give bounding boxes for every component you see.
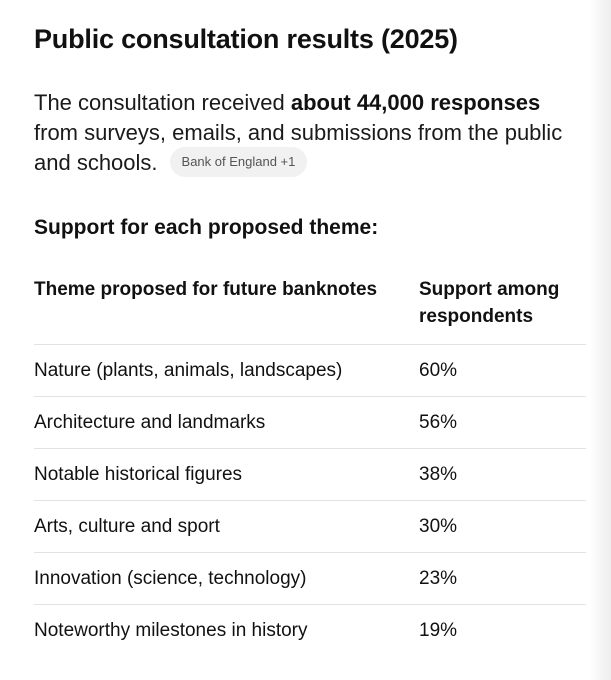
table-row (34, 553, 586, 605)
table-row (34, 345, 586, 397)
column-header-theme: Theme proposed for future banknotes (34, 270, 419, 345)
theme-cell: Arts, culture and sport (34, 501, 419, 553)
table-row (34, 449, 586, 501)
theme-cell: Noteworthy milestones in history (34, 620, 308, 641)
theme-cell: Innovation (science, technology) (34, 553, 419, 605)
intro-paragraph (34, 88, 586, 179)
theme-cell: Nature (plants, animals, landscapes) (34, 345, 419, 397)
table-row (34, 605, 586, 657)
theme-support-table (34, 270, 586, 656)
scroll-edge-shadow (589, 0, 611, 680)
support-cell: 56% (419, 397, 586, 449)
page-title: Public consultation results (2025) (34, 24, 458, 54)
support-cell: 19% (419, 620, 458, 641)
intro-highlight: about 44,000 responses (290, 90, 541, 115)
support-cell: 60% (419, 345, 586, 397)
support-cell: 38% (419, 449, 586, 501)
source-citation-chip[interactable]: Bank of England +1 (170, 147, 308, 177)
table-row (34, 501, 586, 553)
support-cell: 30% (419, 501, 586, 553)
theme-cell: Notable historical figures (34, 449, 419, 501)
theme-cell: Architecture and landmarks (34, 397, 419, 449)
support-cell: 23% (419, 553, 586, 605)
table-row (34, 397, 586, 449)
intro-text-before: The consultation received (34, 90, 291, 115)
intro-text-after: from surveys, emails, and submissions from the public and schools. (34, 120, 563, 175)
section-subheading: Support for each proposed theme: (34, 216, 379, 239)
column-header-support: Support among respondents (419, 270, 586, 345)
table-header-row (34, 270, 586, 345)
